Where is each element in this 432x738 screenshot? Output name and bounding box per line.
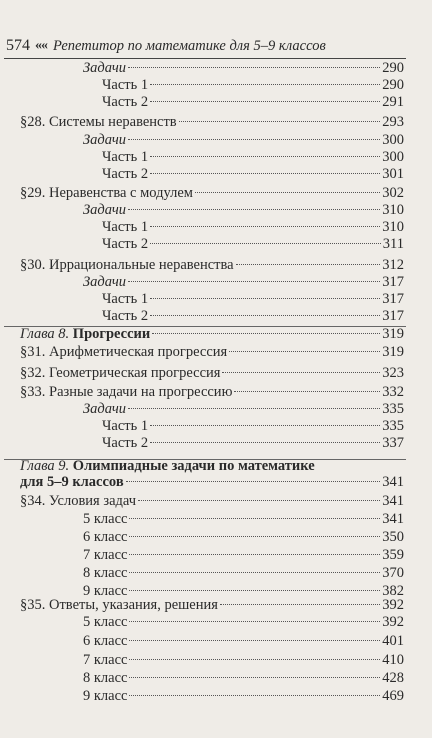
toc-page-number: 300 [382,132,404,148]
dot-leader [236,264,381,265]
toc-page-number: 291 [382,94,404,110]
toc-entry [83,509,404,529]
toc-entry-label: Часть 1 [102,418,149,434]
dot-leader [150,298,380,299]
dot-leader [129,554,380,555]
toc-page-number: 341 [382,493,404,509]
dot-leader [179,121,381,122]
toc-page-number: 337 [382,435,404,451]
toc-page-number: 293 [382,114,404,130]
dot-leader [129,572,380,573]
toc-entry-label: 8 класс [83,670,128,686]
toc-entry-label: §31. Арифметическая прогрессия [20,344,228,360]
toc-entry [20,342,404,362]
dot-leader [150,226,380,227]
dot-leader [128,281,380,282]
chapter-number: Глава 8. [20,326,70,342]
toc-entry-label [20,324,150,344]
toc-page-number: 359 [382,547,404,563]
toc-page-number: 310 [382,202,404,218]
toc-page-number: 319 [382,344,404,360]
dot-leader [128,139,380,140]
page-header [6,36,406,56]
dot-leader [152,333,380,334]
toc-page-number: 310 [382,219,404,235]
dot-leader [126,481,381,482]
toc-entry-label: 6 класс [83,633,128,649]
toc-page-number: 317 [382,291,404,307]
toc-entry-label: Часть 2 [102,166,149,182]
toc-page-number: 301 [382,166,404,182]
toc-entry [83,612,404,632]
toc-page-number: 311 [382,236,404,252]
toc-page-number: 323 [382,365,404,381]
dot-leader [195,192,380,193]
toc-page-number: 392 [382,597,404,613]
toc-entry-label: §35. Ответы, указания, решения [20,597,218,613]
page-number: 574 [6,37,30,54]
toc-page-number: 382 [382,583,404,599]
toc-page-number: 335 [382,401,404,417]
chapter-number: Глава 9. [20,458,70,474]
toc-entry-label: Задачи [83,132,126,148]
dot-leader [150,425,380,426]
toc-entry-label: Часть 1 [102,291,149,307]
dot-leader [150,101,380,102]
toc-entry [83,668,404,688]
dot-leader [150,315,380,316]
toc-entry [83,686,404,706]
toc-entry [102,306,404,326]
toc-entry-label: §29. Неравенства с модулем [20,185,193,201]
toc-page-number: 428 [382,670,404,686]
toc-entry [20,324,404,344]
toc-entry [102,234,404,254]
dot-leader [129,536,380,537]
dot-leader [222,372,380,373]
toc-entry-label: §28. Системы неравенств [20,114,177,130]
toc-page-number: 341 [382,511,404,527]
dot-leader [138,500,380,501]
toc-page-number: 317 [382,274,404,290]
toc-page-number: 319 [382,326,404,342]
dot-leader [129,590,380,591]
dot-leader [129,640,380,641]
toc-page-number: 341 [382,474,404,490]
toc-page-number: 401 [382,633,404,649]
chapter-title: Прогрессии [72,326,151,342]
header-ornament: «« [35,38,47,53]
dot-leader [129,659,380,660]
dot-leader [128,67,380,68]
toc-entry-label: §34. Условия задач [20,493,137,509]
dot-leader [129,621,380,622]
toc-entry-label: для 5–9 классов [20,474,124,490]
dot-leader [129,518,380,519]
toc-page-number: 312 [382,257,404,273]
dot-leader [150,243,381,244]
toc-entry-label: Часть 2 [102,94,149,110]
toc-entry-label: §33. Разные задачи на прогрессию [20,384,233,400]
dot-leader [129,677,380,678]
toc-entry [20,112,404,132]
toc-page-number: 469 [382,688,404,704]
toc-entry [102,433,404,453]
toc-entry-label: 7 класс [83,547,128,563]
toc-entry-label: Задачи [83,60,126,76]
toc-page-number: 332 [382,384,404,400]
toc-entry-label: 8 класс [83,565,128,581]
toc-entry [83,631,404,651]
toc-entry [83,545,404,565]
toc-page-number: 410 [382,652,404,668]
toc-entry-label: Часть 2 [102,308,149,324]
toc-entry-label: Часть 1 [102,219,149,235]
toc-entry-label: 5 класс [83,511,128,527]
toc-page-number: 335 [382,418,404,434]
toc-entry-label: Часть 1 [102,77,149,93]
chapter-title: Олимпиадные задачи по математике [72,458,315,474]
toc-entry-label: Часть 2 [102,236,149,252]
toc-entry-label: Часть 1 [102,149,149,165]
running-title: Репетитор по математике для 5–9 классов [53,37,326,54]
dot-leader [229,351,380,352]
toc-page-number: 392 [382,614,404,630]
toc-entry-label: Часть 2 [102,435,149,451]
toc-entry [20,363,404,383]
toc-entry [83,563,404,583]
dot-leader [129,695,380,696]
toc-entry-label: 9 класс [83,688,128,704]
toc-page-number: 370 [382,565,404,581]
dot-leader [220,604,380,605]
dot-leader [150,442,380,443]
toc-entry [102,164,404,184]
toc-page-number: 300 [382,149,404,165]
toc-entry [83,650,404,670]
toc-entry [20,472,404,492]
toc-entry-label: Задачи [83,274,126,290]
toc-entry-label: §32. Геометрическая прогрессия [20,365,221,381]
toc-entry-label: Задачи [83,401,126,417]
dot-leader [150,173,380,174]
toc-entry [102,92,404,112]
dot-leader [128,408,380,409]
dot-leader [150,84,380,85]
toc-page-number: 290 [382,77,404,93]
toc-page-number: 317 [382,308,404,324]
dot-leader [150,156,380,157]
toc-entry-label: 7 класс [83,652,128,668]
toc-page-number: 290 [382,60,404,76]
toc-entry-label: 9 класс [83,583,128,599]
toc-entry [20,491,404,511]
toc-entry-label: 6 класс [83,529,128,545]
toc-entry-label: Задачи [83,202,126,218]
toc-page-number: 350 [382,529,404,545]
dot-leader [128,209,380,210]
toc-entry-label: 5 класс [83,614,128,630]
toc-entry-label: §30. Иррациональные неравенства [20,257,234,273]
toc-page-number: 302 [382,185,404,201]
toc-entry [83,527,404,547]
dot-leader [234,391,380,392]
